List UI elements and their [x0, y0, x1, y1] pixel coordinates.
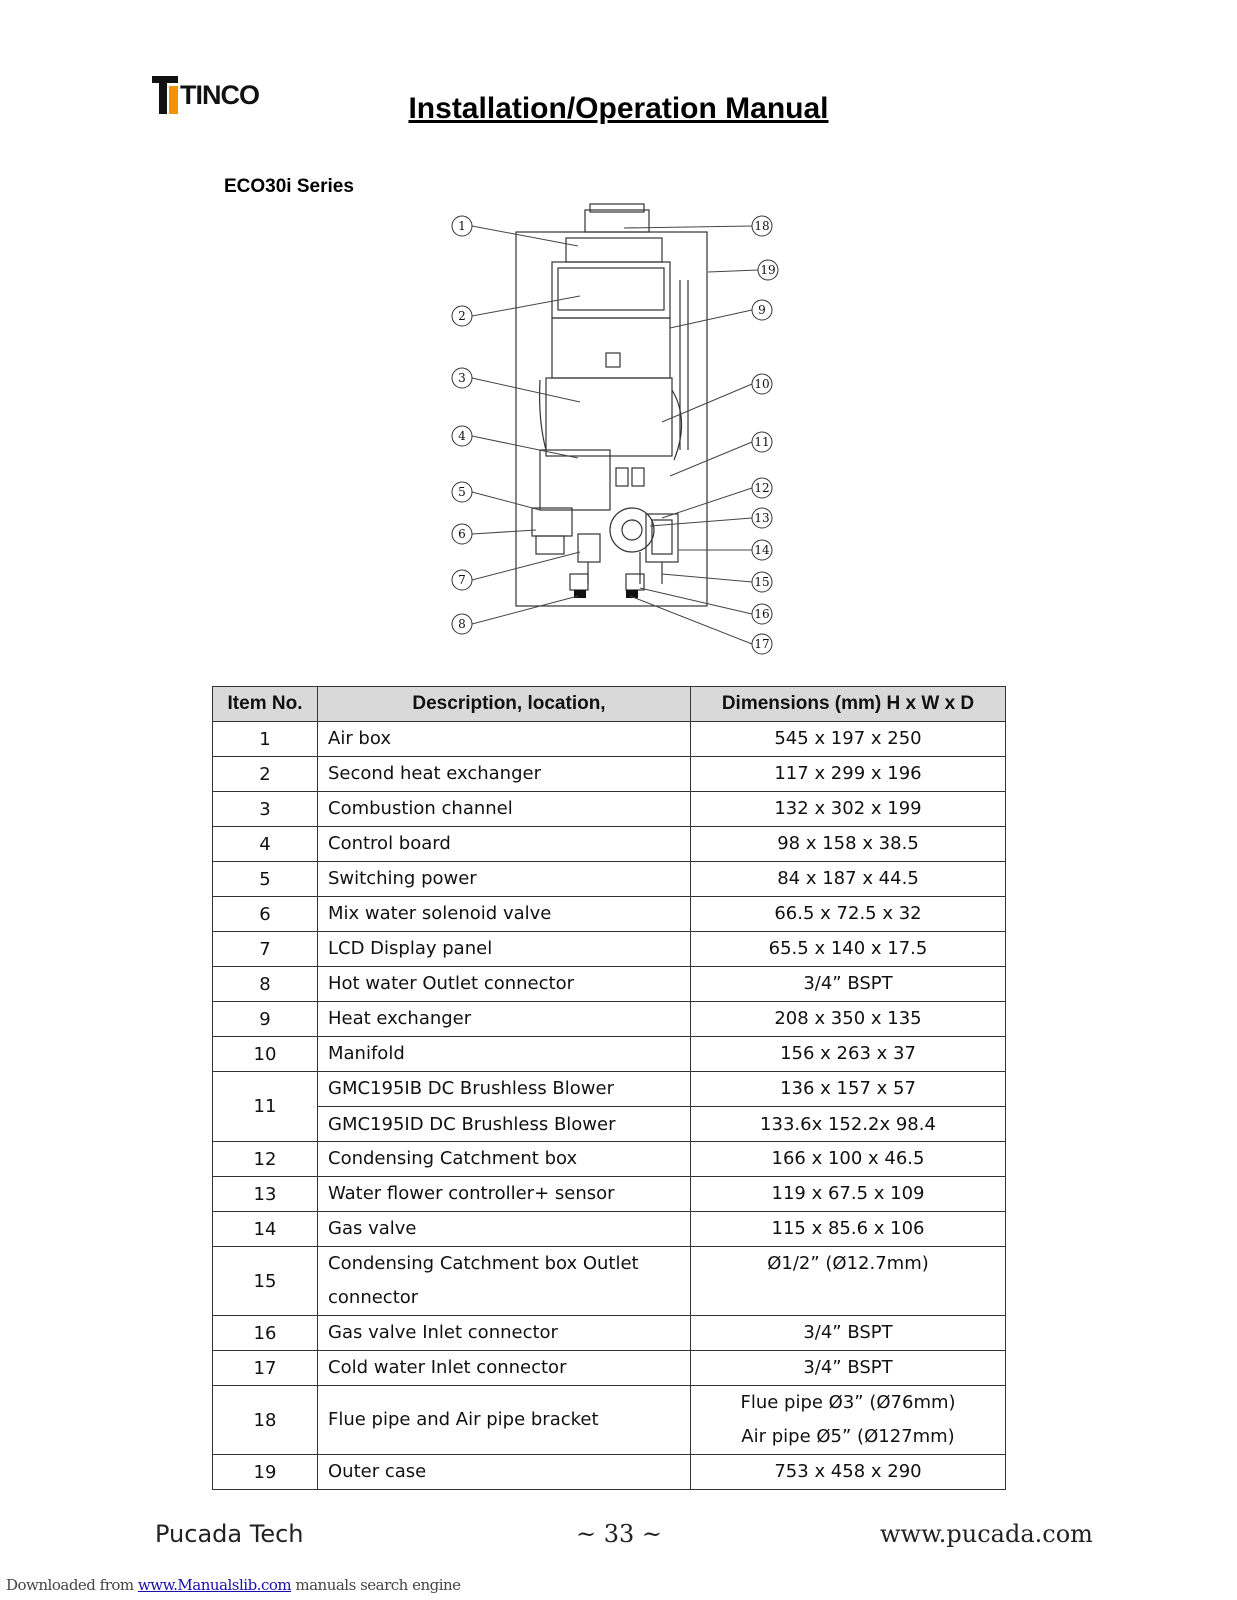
- table-row: [213, 1386, 1006, 1455]
- description-line: Outer case: [328, 1461, 427, 1482]
- description-cell: [318, 792, 691, 827]
- dimension-line: 66.5 x 72.5 x 32: [774, 903, 922, 924]
- item-number-cell: 4: [213, 827, 318, 862]
- description-cell: [318, 1037, 691, 1072]
- item-number-cell: 16: [213, 1316, 318, 1351]
- description-cell: [318, 1212, 691, 1247]
- item-number-cell: 13: [213, 1177, 318, 1212]
- item-number-cell: 10: [213, 1037, 318, 1072]
- dimensions-cell: 133.6x 152.2x 98.4: [691, 1107, 1006, 1142]
- dimension-line: 3/4” BSPT: [803, 973, 893, 994]
- dimension-line: 3/4” BSPT: [803, 1357, 893, 1378]
- description-line: Hot water Outlet connector: [328, 973, 574, 994]
- dimensions-cell: [691, 1142, 1006, 1177]
- description-line: Water flower controller+ sensor: [328, 1183, 615, 1204]
- dimension-line: 84 x 187 x 44.5: [777, 868, 919, 889]
- item-number-cell: 6: [213, 897, 318, 932]
- table-row: [213, 1107, 1006, 1142]
- table-row: [213, 1212, 1006, 1247]
- dimension-line: 117 x 299 x 196: [774, 763, 922, 784]
- footer-company: Pucada Tech: [155, 1520, 304, 1548]
- table-row: [213, 1037, 1006, 1072]
- table-row: [213, 827, 1006, 862]
- dimension-line: 136 x 157 x 57: [780, 1078, 916, 1099]
- callout-14: 14: [754, 543, 770, 557]
- footer-website: www.pucada.com: [880, 1520, 1093, 1548]
- description-cell: [318, 967, 691, 1002]
- dimension-line: 166 x 100 x 46.5: [771, 1148, 925, 1169]
- page-number: ~ 33 ~: [576, 1520, 663, 1548]
- dimensions-cell: [691, 1455, 1006, 1490]
- item-number-cell: 3: [213, 792, 318, 827]
- item-number-cell: 12: [213, 1142, 318, 1177]
- description-cell: [318, 1072, 691, 1107]
- callout-2: 2: [458, 309, 466, 323]
- description-cell: [318, 1177, 691, 1212]
- item-number-cell: 14: [213, 1212, 318, 1247]
- table-row: [213, 722, 1006, 757]
- table-row: [213, 932, 1006, 967]
- callout-9: 9: [758, 303, 766, 317]
- series-title: ECO30i Series: [224, 176, 354, 197]
- item-number-cell: 9: [213, 1002, 318, 1037]
- table-row: [213, 1351, 1006, 1386]
- dimension-line: 98 x 158 x 38.5: [777, 833, 919, 854]
- table-row: [213, 897, 1006, 932]
- callout-11: 11: [754, 435, 770, 449]
- description-line: GMC195IB DC Brushless Blower: [328, 1078, 614, 1099]
- dimension-line: Air pipe Ø5” (Ø127mm): [741, 1426, 955, 1447]
- callout-18: 18: [754, 219, 770, 233]
- callout-17: 17: [754, 637, 770, 651]
- item-number-cell: 7: [213, 932, 318, 967]
- dimensions-cell: [691, 757, 1006, 792]
- dimensions-cell: [691, 792, 1006, 827]
- description-line: Air box: [328, 728, 391, 749]
- download-notice: [6, 1576, 461, 1594]
- header-dimensions: Dimensions (mm) H x W x D: [691, 687, 1006, 722]
- description-line: Flue pipe and Air pipe bracket: [328, 1409, 599, 1430]
- description-cell: [318, 897, 691, 932]
- item-number-cell: 15: [213, 1247, 318, 1316]
- table-row: [213, 1177, 1006, 1212]
- callout-10: 10: [754, 377, 770, 391]
- dimension-line: 156 x 263 x 37: [780, 1043, 916, 1064]
- description-line: Control board: [328, 833, 451, 854]
- manualslib-link[interactable]: www.Manualslib.com: [137, 1576, 292, 1594]
- description-line: Heat exchanger: [328, 1008, 472, 1029]
- dimensions-cell: [691, 827, 1006, 862]
- description-cell: [318, 932, 691, 967]
- callout-3: 3: [458, 371, 466, 385]
- dimension-line: 545 x 197 x 250: [774, 728, 922, 749]
- description-cell: [318, 1002, 691, 1037]
- dimension-line: Flue pipe Ø3” (Ø76mm): [740, 1392, 956, 1413]
- description-line: Gas valve Inlet connector: [328, 1322, 558, 1343]
- table-row: [213, 967, 1006, 1002]
- dimensions-cell: [691, 1316, 1006, 1351]
- description-cell: [318, 757, 691, 792]
- dimensions-cell: [691, 932, 1006, 967]
- item-number-cell: 1: [213, 722, 318, 757]
- description-line: Condensing Catchment box Outlet: [328, 1253, 639, 1274]
- dimensions-cell: [691, 1177, 1006, 1212]
- description-cell: [318, 1455, 691, 1490]
- item-number-cell: 17: [213, 1351, 318, 1386]
- callout-13: 13: [754, 511, 770, 525]
- download-prefix: Downloaded from: [6, 1576, 138, 1594]
- dimensions-cell: [691, 862, 1006, 897]
- header-item-no: Item No.: [213, 687, 318, 722]
- dimensions-cell: [691, 1002, 1006, 1037]
- page-title: Installation/Operation Manual: [408, 92, 829, 125]
- table-row: [213, 1247, 1006, 1316]
- water-heater-diagram: [440, 200, 810, 670]
- description-line: connector: [328, 1287, 419, 1308]
- callout-4: 4: [458, 429, 466, 443]
- description-line: Cold water Inlet connector: [328, 1357, 567, 1378]
- dimensions-cell: [691, 1212, 1006, 1247]
- description-cell: GMC195ID DC Brushless Blower: [318, 1107, 691, 1142]
- callout-8: 8: [458, 617, 466, 631]
- dimension-line: 208 x 350 x 135: [774, 1008, 922, 1029]
- callout-6: 6: [458, 527, 466, 541]
- dimension-line: 3/4” BSPT: [803, 1322, 893, 1343]
- description-cell: [318, 862, 691, 897]
- dimension-line: 132 x 302 x 199: [774, 798, 922, 819]
- description-line: Mix water solenoid valve: [328, 903, 552, 924]
- item-number-cell: 2: [213, 757, 318, 792]
- dimension-line: 65.5 x 140 x 17.5: [768, 938, 928, 959]
- callout-12: 12: [754, 481, 770, 495]
- dimensions-cell: [691, 897, 1006, 932]
- dimensions-cell: [691, 722, 1006, 757]
- table-row: [213, 1142, 1006, 1177]
- table-row: [213, 757, 1006, 792]
- dimension-line: 753 x 458 x 290: [774, 1461, 922, 1482]
- description-cell: [318, 1386, 691, 1455]
- dimensions-cell: [691, 1351, 1006, 1386]
- logo-text: TINCO: [180, 80, 259, 110]
- download-suffix: manuals search engine: [291, 1576, 461, 1594]
- dimensions-cell: [691, 1037, 1006, 1072]
- dimensions-cell: [691, 1386, 1006, 1455]
- item-number-cell: 19: [213, 1455, 318, 1490]
- item-number-cell: 5: [213, 862, 318, 897]
- dimension-line: Ø1/2” (Ø12.7mm): [767, 1253, 929, 1274]
- callout-1: 1: [458, 219, 466, 233]
- table-row: [213, 1455, 1006, 1490]
- description-cell: [318, 722, 691, 757]
- description-cell: [318, 1247, 691, 1316]
- table-row: [213, 792, 1006, 827]
- dimensions-cell: [691, 1072, 1006, 1107]
- header-description: Description, location,: [318, 687, 691, 722]
- parts-table: [212, 686, 1006, 1490]
- table-body: [213, 722, 1006, 1490]
- table-header-row: [213, 687, 1006, 722]
- callout-7: 7: [458, 573, 466, 587]
- dimensions-cell: [691, 1247, 1006, 1316]
- table-row: [213, 1316, 1006, 1351]
- description-line: Combustion channel: [328, 798, 513, 819]
- description-line: Switching power: [328, 868, 477, 889]
- item-number-cell: 8: [213, 967, 318, 1002]
- table-row: [213, 1002, 1006, 1037]
- table-row: [213, 1072, 1006, 1107]
- dimensions-cell: [691, 967, 1006, 1002]
- description-line: Second heat exchanger: [328, 763, 541, 784]
- description-line: Manifold: [328, 1043, 405, 1064]
- callout-5: 5: [458, 485, 466, 499]
- callout-19: 19: [760, 263, 776, 277]
- description-cell: [318, 1142, 691, 1177]
- item-number-cell: 11: [213, 1072, 318, 1142]
- item-number-cell: 18: [213, 1386, 318, 1455]
- description-cell: [318, 1316, 691, 1351]
- callout-15: 15: [754, 575, 770, 589]
- description-line: Gas valve: [328, 1218, 417, 1239]
- description-cell: [318, 1351, 691, 1386]
- description-line: LCD Display panel: [328, 938, 493, 959]
- dimension-line: 115 x 85.6 x 106: [771, 1218, 925, 1239]
- table-row: [213, 862, 1006, 897]
- callout-16: 16: [754, 607, 770, 621]
- description-cell: [318, 827, 691, 862]
- description-line: Condensing Catchment box: [328, 1148, 578, 1169]
- dimension-line: 119 x 67.5 x 109: [771, 1183, 925, 1204]
